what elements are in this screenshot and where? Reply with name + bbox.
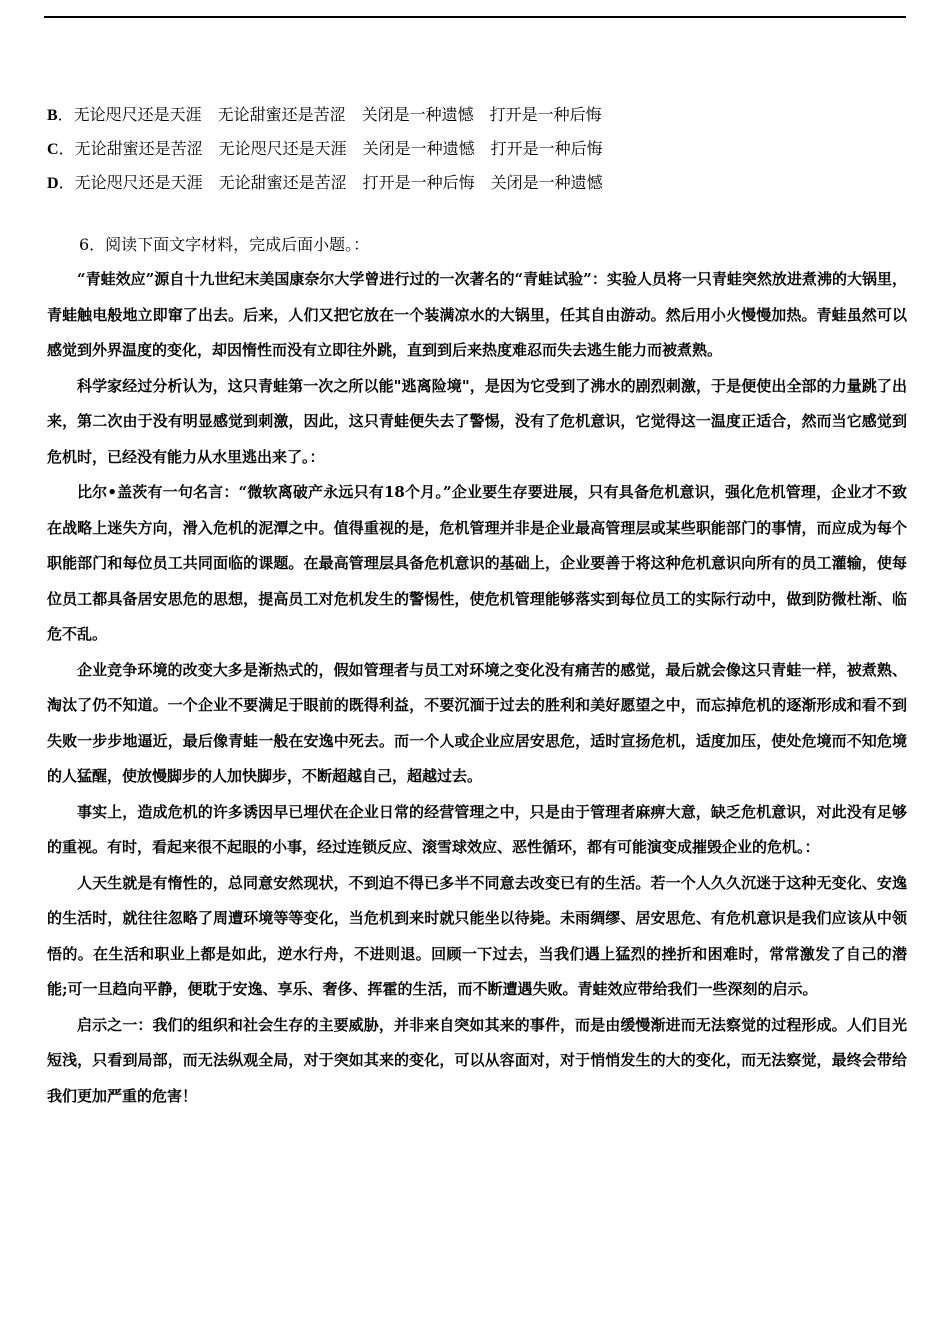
- option-d: [47, 166, 907, 200]
- passage-paragraph-6: 人天生就是有惰性的，总同意安然现状，不到迫不得已多半不同意去改变已有的生活。若一个人久久沉迷于这种无变化、安逸的生活时，就往往忽略了周遭环境等等变化，当危机到来时就只能坐以待毙。未雨绸缪、居安思危、有危机意识是我们应该从中领悟的。在生活和职业上都是如此，逆水行舟，不进则退。回顾一下过去，当我们遇上猛烈的挫折和困难时，常常激发了自己的潜能;可一旦趋向平静，便耽于安逸、享乐、奢侈、挥霍的生活，而不断遭遇失败。青蛙效应带给我们一些深刻的启示。: [47, 873, 907, 998]
- passage-paragraph-1: “青蛙效应”源自十九世纪末美国康奈尔大学曾进行过的一次著名的“青蛙试验”：实验人员将一只青蛙突然放进煮沸的大锅里，青蛙触电般地立即窜了出去。后来，人们又把它放在一个装满凉水的大锅里，任其自由游动。然后用小火慢慢加热。青蛙虽然可以感觉到外界温度的变化，却因惰性而没有立即往外跳，直到到后来热度难忍而失去逃生能力而被煮熟。: [47, 270, 907, 359]
- option-c: [47, 132, 907, 166]
- question-6: [47, 228, 907, 1114]
- option-letter: D: [47, 175, 59, 192]
- option-b: [47, 98, 907, 132]
- passage-paragraph-2: 科学家经过分析认为，这只青蛙第一次之所以能"逃离险境"，是因为它受到了沸水的剧烈刺激，于是便使出全部的力量跳了出来，第二次由于没有明显感觉到刺激，因此，这只青蛙便失去了警惕，没有了危机意识，它觉得这一温度正适合，然而当它感觉到危机时，已经没有能力从水里逃出来了。：: [47, 376, 907, 466]
- question-title: 6．阅读下面文字材料，完成后面小题。：: [79, 235, 370, 254]
- passage-paragraph-4: 企业竞争环境的改变大多是渐热式的，假如管理者与员工对环境之变化没有痛苦的感觉，最后就会像这只青蛙一样，被煮熟、淘汰了仍不知道。一个企业不要满足于眼前的既得利益，不要沉湎于过去的胜利和美好愿望之中，而忘掉危机的逐渐形成和看不到失败一步步地逼近，最后像青蛙一般在安逸中死去。而一个人或企业应居安思危，适时宣扬危机，适度加压，使处危境而不知危境的人猛醒，使放慢脚步的人加快脚步，不断超越自己，超越过去。: [47, 660, 907, 785]
- passage-paragraph-3: 比尔•盖茨有一句名言：“微软离破产永远只有18个月。”企业要生存要进展，只有具备危机意识，强化危机管理，企业才不致在战略上迷失方向，滑入危机的泥潭之中。值得重视的是，危机管理并非是企业最高管理层或某些职能部门的事情，而应成为每个职能部门和每位员工共同面临的课题。在最高管理层具备危机意识的基础上，企业要善于将这种危机意识向所有的员工灌输，使每位员工都具备居安思危的思想，提高员工对危机发生的警惕性，使危机管理能够落实到每位员工的实际行动中，做到防微杜渐、临危不乱。: [47, 483, 907, 643]
- option-letter: C: [47, 141, 59, 158]
- passage-paragraph-7: 启示之一：我们的组织和社会生存的主要威胁，并非来自突如其来的事件，而是由缓慢渐进而无法察觉的过程形成。人们目光短浅，只看到局部，而无法纵观全局，对于突如其来的变化，可以从容面对，对于悄悄发生的大的变化，而无法察觉，最终会带给我们更加严重的危害！: [47, 1015, 907, 1105]
- option-letter: B: [47, 107, 58, 124]
- option-text: ．无论咫尺还是天涯 无论甜蜜还是苦涩 打开是一种后悔 关闭是一种遗憾: [58, 173, 603, 192]
- header-rule: [44, 16, 906, 18]
- answer-options: [47, 98, 907, 200]
- option-text: ．无论咫尺还是天涯 无论甜蜜还是苦涩 关闭是一种遗憾 打开是一种后悔: [57, 105, 602, 124]
- option-text: ．无论甜蜜还是苦涩 无论咫尺还是天涯 关闭是一种遗憾 打开是一种后悔: [58, 139, 603, 158]
- passage-paragraph-5: 事实上，造成危机的许多诱因早已埋伏在企业日常的经营管理之中，只是由于管理者麻痹大意，缺乏危机意识，对此没有足够的重视。有时，看起来很不起眼的小事，经过连锁反应、滚雪球效应、恶性循环，都有可能演变成摧毁企业的危机。：: [47, 802, 907, 856]
